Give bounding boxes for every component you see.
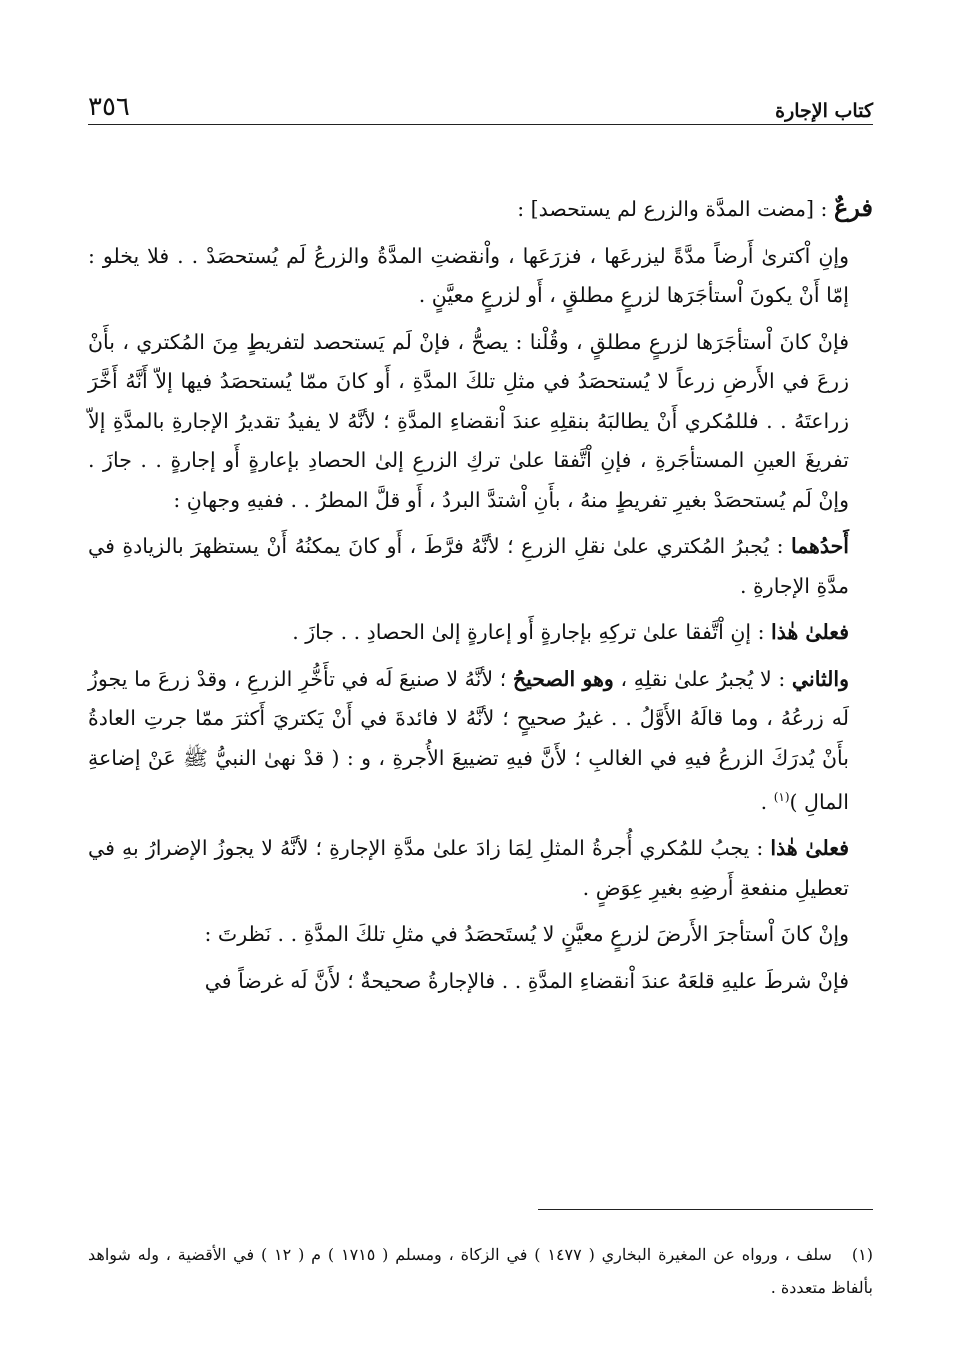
paragraph-5-lead: والثاني	[791, 666, 849, 691]
paragraph-5	[88, 660, 873, 823]
header-rule	[88, 124, 873, 125]
paragraph-1: وإنِ اْكترىٰ أَرضاً مدَّةً ليزرعَها ، فزرَعَها ، واْنقضتِ المدَّةُ والزرعُ لَم يُستحصَدْ . . فلا يخلو : إمّا أَنْ يكونَ اْستأجَرَها لزرعٍ مطلقٍ ، أَو لزرعٍ معيَّنٍ .	[88, 243, 849, 307]
paragraph-3	[88, 527, 873, 606]
paragraph-5-end: .	[760, 789, 774, 814]
paragraph-4	[88, 613, 873, 653]
paragraph-8: فإنْ شرطَ عليهِ قلعَهُ عندَ اْنقضاءِ المدَّةِ . . فالإجارةُ صحيحةٌ ؛ لأَنَّ لَه غرضاً في	[204, 968, 849, 993]
footnote-rule	[538, 1209, 873, 1210]
paragraph-7: وإنْ كانَ اْستأجرَ الأَرضَ لزرعٍ معيَّنٍ لا يُستَحصَدُ في مثلِ تلكَ المدَّةِ . . نَظرتَ :	[204, 922, 849, 947]
paragraph-6-lead: فعلىٰ هٰذا	[770, 836, 849, 861]
running-title: كتاب الإجارة	[775, 100, 873, 122]
page-number: ٣٥٦	[88, 92, 130, 122]
paragraph-4-lead: فعلىٰ هٰذا	[771, 620, 849, 644]
section-heading	[88, 188, 873, 230]
main-text	[88, 188, 873, 1008]
heading-word: فرعٌ	[833, 193, 873, 222]
footnote-number: (١)	[851, 1245, 874, 1264]
paragraph-3-lead: أَحدُهما	[790, 534, 849, 558]
paragraph-3-text: : يُجبرُ المُكتري علىٰ نقلِ الزرعِ ؛ لأنَّهُ فرَّطَ ، أَو كانَ يمكنُهُ أَنْ يستظهرَ بالزيادةِ في مدَّةِ الإجارةِ .	[88, 534, 849, 598]
paragraph-6	[88, 829, 873, 908]
footnote-text: سلف ، ورواه عن المغيرة البخاري ( ١٤٧٧ ) في الزكاة ، ومسلم ( ١٧١٥ ) م ( ١٢ ) في الأقضية ، وله شواهد بألفاظ متعددة .	[88, 1245, 873, 1297]
paragraph-2: فإنْ كانَ اْستأجَرَها لزرعٍ مطلقٍ ، وقُلْنا : يصحُّ ، فإنْ لَم يَستحصد لتفريطٍ مِنَ المُكتري ، بأَنْ زرعَ في الأَرضِ زرعاً لا يُستحصَدُ في مثلِ تلكَ المدَّةِ ، أَو كانَ ممّا يُستحصَدُ فيها إلاّ أَنَّهُ أَخَّرَ زراعتَهُ . . فللمُكري أَنْ يطالبَهُ بنقلِهِ عندَ اْنقضاءِ المدَّةِ ؛ لأنَّهُ لا يفيدُ تقديرُ الإجارةِ بالمدَّةِ إلاّ تفريغَ العينِ المستأجَرةِ ، فإنِ اْتَّفقا علىٰ تركِ الزرعِ إلىٰ الحصادِ بإعارةٍ أَو إجارةٍ . . جازَ . وإنْ لَم يُستحصَدْ بغيرِ تفريطٍ منهُ ، بأَنِ اْشتدَّ البردُ ، أَو قلَّ المطرُ . . ففيهِ وجهانِ :	[88, 329, 849, 512]
paragraph-6-text: : يجبُ للمُكري أُجرةُ المثلِ لِمَا زادَ علىٰ مدَّةِ الإجارةِ ؛ لأنَّهُ لا يجوزُ الإضرارُ بهِ في تعطيلِ منفعةِ أَرضِهِ بغيرِ عِوَضٍ .	[88, 836, 849, 900]
paragraph-5-emphasis: وهو الصحيحُ	[512, 666, 614, 691]
footnote-marker[interactable]: (١)	[773, 790, 790, 804]
running-header	[88, 84, 873, 122]
heading-subtitle: : [مضت المدَّة والزرع لم يستحصد] :	[517, 197, 834, 221]
paragraph-4-text: : إنِ اْتَّفقا علىٰ تركِهِ بإجارةٍ أَو إعارةٍ إلىٰ الحصادِ . . جازَ .	[292, 620, 772, 644]
paragraph-5-text-b: ؛ لأنَّهُ لا صنيعَ لَه في تأَخُّرِ الزرعِ ، وقدْ زرعَ ما يجوزُ لَه زرعُهُ ، وما قالَهُ الأَوَّلُ . . غيرُ صحيحٍ ؛ لأنَّهُ لا فائدةَ في أَنْ يَكتريَ أَكثرَ ممّا جرتِ العادةُ بأَنْ يُدرَكَ الزرعُ فيهِ في الغالبِ ؛ لأَنَّ فيهِ تضييعَ الأُجرةِ ، و : ( قدْ نهىٰ النبيُّ ﷺ عَنْ إضاعةِ المالِ )	[88, 666, 849, 814]
paragraph-5-text-a: : لا يُجبرُ علىٰ نقلِهِ ،	[613, 666, 792, 691]
footnote	[88, 1238, 873, 1304]
